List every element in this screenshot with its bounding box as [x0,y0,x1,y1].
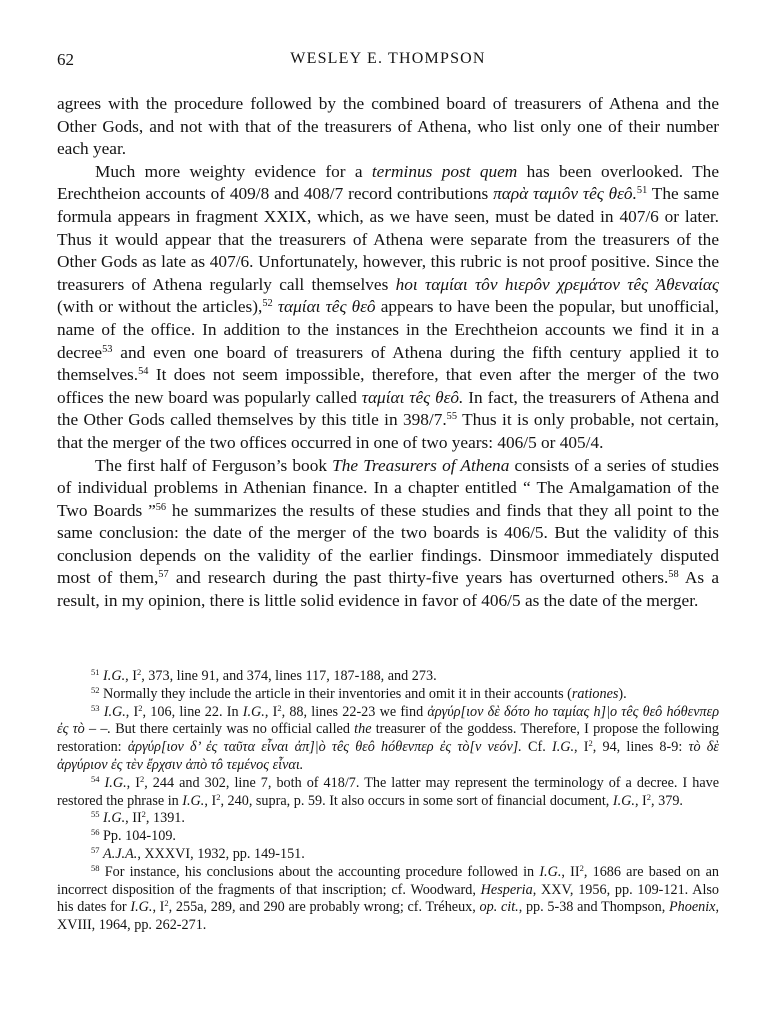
superscript-edition: 2 [136,666,142,677]
footnote-52 [57,686,719,704]
greek-phrase: ταμίαι τêς θεô [272,297,376,317]
italic-term: terminus post quem [371,161,518,181]
footnote-number: 58 [91,862,100,873]
citation-abbrev: I.G. [130,899,153,916]
text-run: (with or without the articles), [57,297,263,317]
text-run: Normally they include the article in their inventories and omit it in their accounts ( [99,685,572,702]
footnote-58 [57,864,719,935]
superscript-edition: 2 [216,791,221,802]
text-run: The same formula appears in fragment XXIX, which, as we have seen, must be dated in 407/6 or later. Thus it would appear that the treasurers of Athena were separate from the treasurers of the Other Gods as late as 407/6. Unfortunately, however, this rubric is not proof positive. Since the treasurers of Athena regularly call themselves [57,184,719,294]
citation-abbrev: I.G. [103,668,126,684]
footnote-number: 55 [91,809,100,820]
footnote-number: 57 [91,844,100,855]
footnote-ref: 56 [155,501,167,513]
text-run: , $I^2$, 244 and 302, line 7, both of 418/7. The latter may represent the terminology of a decree. I have restored the phrase in [57,773,720,809]
footnote-number: 52 [91,684,100,695]
superscript-edition: 2 [646,791,652,802]
journal-title: Phoenix [668,899,716,916]
superscript-edition: 2 [141,809,146,820]
greek-phrase: τò δὲ ἀργύριον ἐς τὲν ἔρχσιν ἀπò τô τεμένος εἶναι. [57,739,719,773]
text-run: As a result, in my opinion, there is little solid evidence in favor of 406/5 as the date of the merger. [57,568,719,611]
text-run: and even one board of treasurers of Athena during the fifth century applied it to themselves. [57,342,719,385]
superscript-edition: 2 [138,702,143,713]
greek-phrase: παρὰ ταμιôν τêς θεô. [493,184,637,204]
text-run: The first half of Ferguson’s book [95,455,333,475]
text-run: , $I^2$, 88, lines 22-23 we find [264,702,428,720]
footnote-55 [57,810,719,828]
footnote-56 [57,828,719,846]
footnote-57 [57,846,719,864]
text-run: , XXXVI, 1932, pp. 149-151. [137,845,305,862]
text-run: , $II^2$, 1391. [125,809,185,827]
footnote-number: 53 [91,702,100,713]
paragraph-1: agrees with the procedure followed by the combined board of treasurers of Athena and the Other Gods, and not with that of the treasurers of Athena, who list only one of their number each year. [57,94,719,159]
text-run: , pp. 5-38 and Thompson, [518,899,669,916]
journal-title: Hesperia [480,881,533,898]
text-run: appears to have been the popular, but unofficial, name of the office. In addition to the instances in the Erechtheion accounts we find it in a decree [57,297,720,362]
footnote-51 [57,668,719,686]
superscript-edition: 2 [164,898,169,909]
citation-abbrev: I.G. [104,774,127,791]
paragraph-2 [57,161,719,455]
running-header [57,50,719,74]
text-run: and research during the past thirty-five years has overturned others. [168,568,669,588]
text-run: , $I^2$, 106, line 22. In [125,702,243,720]
text-run: For instance, his conclusions about the accounting procedure followed in [99,863,540,880]
text-run: , $I^2$, 255a, 289, and 290 are probably wrong; cf. Tréheux, [152,898,480,916]
footnote-54 [57,775,719,811]
text-run: But there certainly was no official called [110,721,355,738]
running-title: WESLEY E. THOMPSON [290,50,486,67]
text-run: Much more weighty evidence for a [95,161,372,181]
text-run: , XVIII, 1964, pp. 262-271. [57,899,719,934]
footnote-ref: 58 [668,569,679,581]
superscript-edition: 2 [139,773,145,784]
italic-term: the [354,721,372,738]
footnote-number: 54 [91,773,100,784]
text-run: he summarizes the results of these studies and finds that they all point to the same conclusion: the date of the merger of the two boards is 406/5. But the validity of this conclusion depends on the validity of the earlier findings. Dinsmoor immediately disputed most of them, [57,500,719,588]
text-run: has been overlooked. The Erechtheion accounts of 409/8 and 408/7 record contributions [57,161,719,204]
text-run: It does not seem impossible, therefore, that even after the merger of the two offices the new board was popularly called [57,365,719,407]
superscript-edition: 2 [588,738,593,749]
citation-abbrev: I.G. [103,810,126,827]
text-run: Thus it is only probable, not certain, that the merger of the two offices occurred in one of two years: 406/5 or 405/4. [57,410,719,452]
footnote-53 [57,704,719,775]
footnote-ref: 53 [102,343,113,355]
footnote-ref: 51 [636,185,648,197]
text-run: , $I^2$, 379. [634,791,683,809]
footnote-ref: 54 [138,365,149,377]
book-title: The Treasurers of Athena [332,455,510,475]
text-run: consists of a series of studies of individual problems in Athenian finance. In a chapter entitled “ The Amalgamation of the Two Boards ” [57,455,719,520]
greek-phrase: ἀργύρ[ιον δ’ ἐς ταῦτα εἶναι ἀπ]|ò τêς θεô hóθενπερ ἐς τò[ν νεóν]. [127,739,522,756]
footnote-ref: 57 [158,569,169,581]
superscript-edition: 2 [277,702,282,713]
citation-abbrev: I.G. [182,792,205,809]
text-run: , $I^2$, 373, line 91, and 374, lines 117, 187-188, and 273. [125,666,437,684]
text-run: treasurer of the goddess. Therefore, I propose the following restoration: [57,721,719,756]
text-run: , XXV, 1956, pp. 109-121. Also his dates for [57,881,720,916]
text-run: , $I^2$, 240, supra, p. 59. It also occurs in some sort of financial document, [204,791,613,809]
text-run: Cf. [521,739,552,756]
greek-phrase: ἀργύρ[ιον δὲ δóτο hο ταμίας h]|ο τêς θεô hóθενπερ ἐς τò – –. [57,703,720,738]
journal-title: A.J.A. [103,845,138,862]
paragraph-3 [57,455,719,613]
text-run: In fact, the treasurers of Athena and the Other Gods called themselves by this title in 398/7. [57,387,720,430]
footnote-number: 56 [91,827,100,838]
body-text [57,93,719,613]
citation-abbrev: I.G. [539,863,562,880]
footnote-number: 51 [91,666,100,677]
citation-abbrev: I.G. [551,739,575,756]
italic-term: op. cit. [479,899,519,916]
footnote-ref: 52 [262,298,273,310]
greek-phrase: hοι ταμίαι τôν hιερôν χρεμάτον τêς Ἀθεναίας [395,274,719,294]
citation-abbrev: I.G. [242,703,265,720]
footnotes [57,668,719,935]
text-run: , $I^2$, 94, lines 8-9: [574,738,689,756]
superscript-edition: 2 [579,862,584,873]
citation-abbrev: I.G. [103,703,126,720]
text-run: , $II^2$, 1686 are based on an incorrect disposition of the fragments of that inscription; cf. Woodward, [57,862,719,898]
greek-phrase: ταμίαι τêς θεô. [361,387,464,407]
footnote-ref: 55 [446,411,458,423]
page-number: 62 [57,50,74,69]
italic-term: rationes [571,685,619,702]
text-run: ). [618,685,627,702]
text-run: Pp. 104-109. [99,828,176,845]
citation-abbrev: I.G. [612,792,635,809]
